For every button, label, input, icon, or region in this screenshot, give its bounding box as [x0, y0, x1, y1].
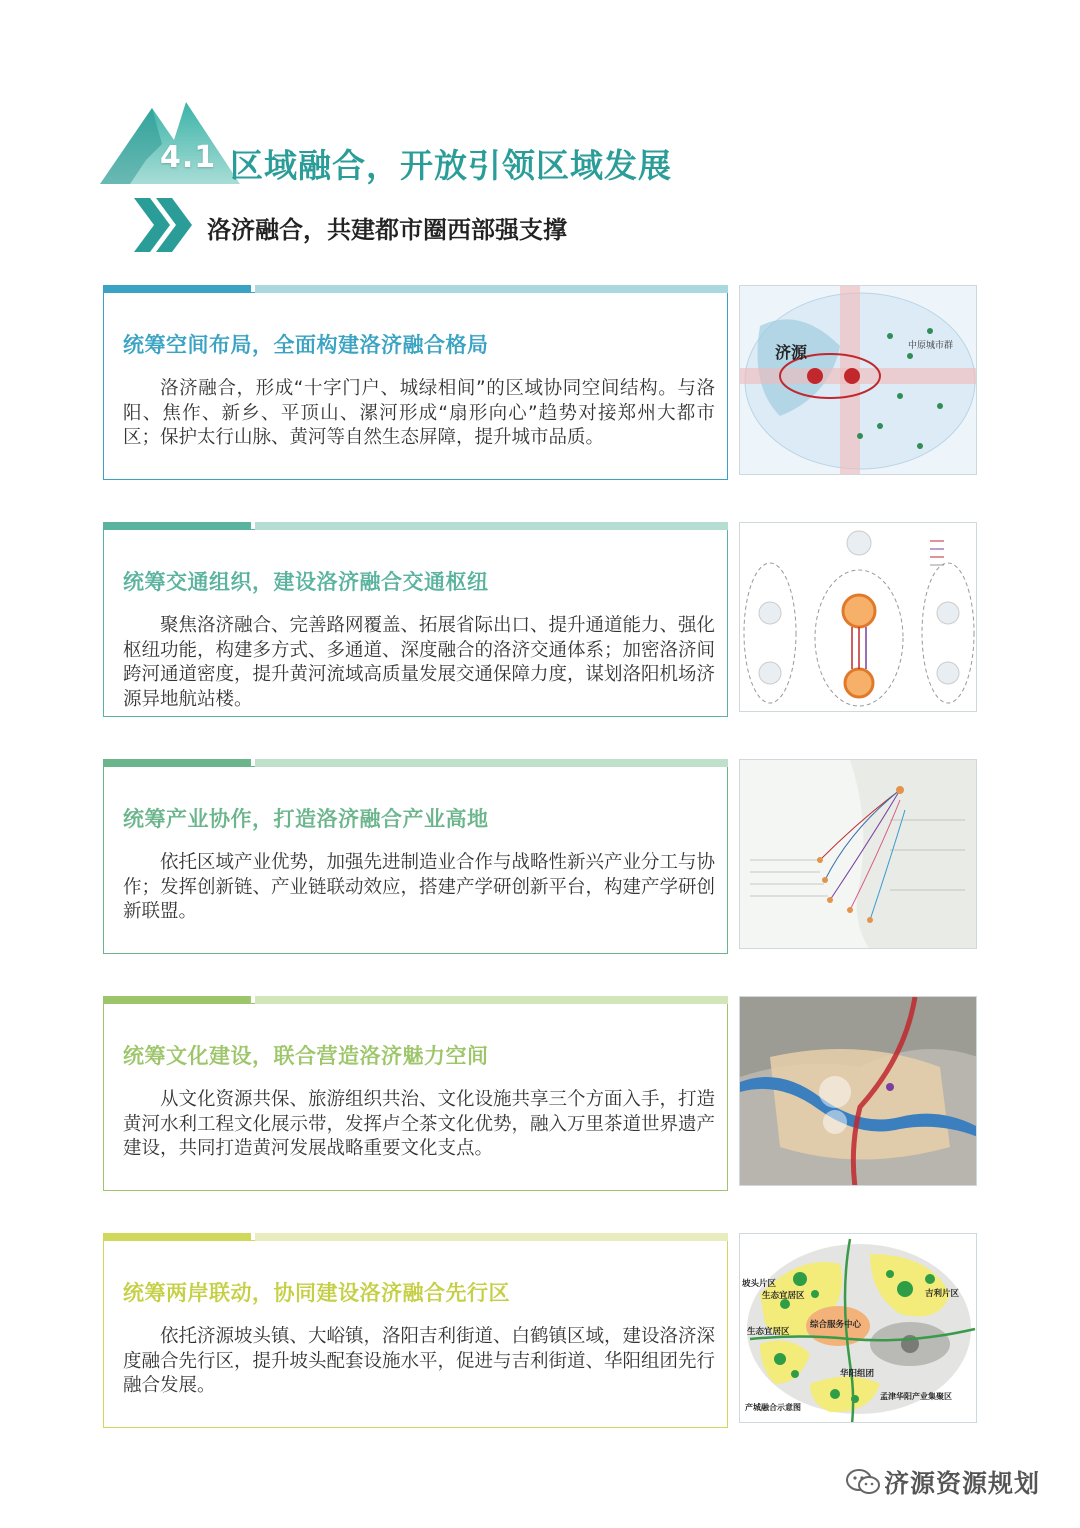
- section-number: 4.1: [160, 140, 217, 175]
- card-title: 统筹文化建设，联合营造洛济魅力空间: [123, 1044, 489, 1068]
- card-text: 洛济融合，形成“十字门户、城绿相间”的区域协同空间结构。与洛阳、焦作、新乡、平顶山、漯河形成“扇形向心”趋势对接郑州大都市区；保护太行山脉、黄河等自然生态屏障，提升城市品质。: [123, 378, 715, 448]
- map-huayang: 华阳组团: [840, 1369, 875, 1379]
- map-caption: 产城融合示意图: [745, 1403, 801, 1412]
- map-center: 综合服务中心: [810, 1320, 862, 1330]
- card-text: 依托济源坡头镇、大峪镇，洛阳吉利街道、白鹤镇区域，建设洛济深度融合先行区，提升坡头配套设施水平，促进与吉利街道、华阳组团先行融合发展。: [123, 1326, 716, 1396]
- double-chevron-icon: [134, 198, 194, 252]
- wechat-icon: [846, 1468, 880, 1496]
- map-eco-zone-1: 生态宜居区: [762, 1291, 805, 1301]
- card-title: 统筹两岸联动，协同建设洛济融合先行区: [123, 1281, 510, 1305]
- card-text: 依托区域产业优势，加强先进制造业合作与战略性新兴产业分工与协作；发挥创新链、产业链联动效应，搭建产学研创新平台，构建产学研创新联盟。: [123, 852, 716, 922]
- card-title: 统筹空间布局，全面构建洛济融合格局: [123, 333, 489, 357]
- map-region-label: 中原城市群: [908, 341, 954, 351]
- card-culture: [103, 1003, 728, 1191]
- card-spatial-layout: [103, 292, 728, 480]
- map-city-label: 济源: [775, 343, 808, 362]
- card-transport: [103, 529, 728, 717]
- regional-structure-map: [739, 285, 977, 475]
- industry-city-integration-diagram: [739, 1233, 977, 1423]
- card-riverside: [103, 1240, 728, 1428]
- account-watermark: 济源资源规划: [884, 1469, 1041, 1498]
- page-title: 区域融合，开放引领区域发展: [230, 146, 672, 185]
- map-zone-east: 吉利片区: [925, 1289, 960, 1299]
- section-subtitle: 洛济融合，共建都市圈西部强支撑: [207, 216, 567, 244]
- card-title: 统筹产业协作，打造洛济融合产业高地: [123, 807, 489, 831]
- card-industry: [103, 766, 728, 954]
- map-industry-zone: 孟津华阳产业集聚区: [880, 1392, 952, 1401]
- culture-terrain-map: [739, 996, 977, 1186]
- card-text: 从文化资源共保、旅游组织共治、文化设施共享三个方面入手，打造黄河水利工程文化展示带，发挥卢仝茶文化优势，融入万里茶道世界遗产建设，共同打造黄河发展战略重要文化支点。: [123, 1089, 716, 1159]
- map-eco-zone-2: 生态宜居区: [747, 1327, 790, 1337]
- map-zone-west: 坡头片区: [742, 1279, 777, 1289]
- transport-diagram: [739, 522, 977, 712]
- card-text: 聚焦洛济融合、完善路网覆盖、拓展省际出口、提升通道能力、强化枢纽功能，构建多方式、多通道、深度融合的洛济交通体系；加密洛济间跨河通道密度，提升黄河流域高质量发展交通保障力度，谋划洛阳机场济源异地航站楼。: [123, 615, 716, 710]
- card-title: 统筹交通组织，建设洛济融合交通枢纽: [123, 570, 489, 594]
- industry-link-map: [739, 759, 977, 949]
